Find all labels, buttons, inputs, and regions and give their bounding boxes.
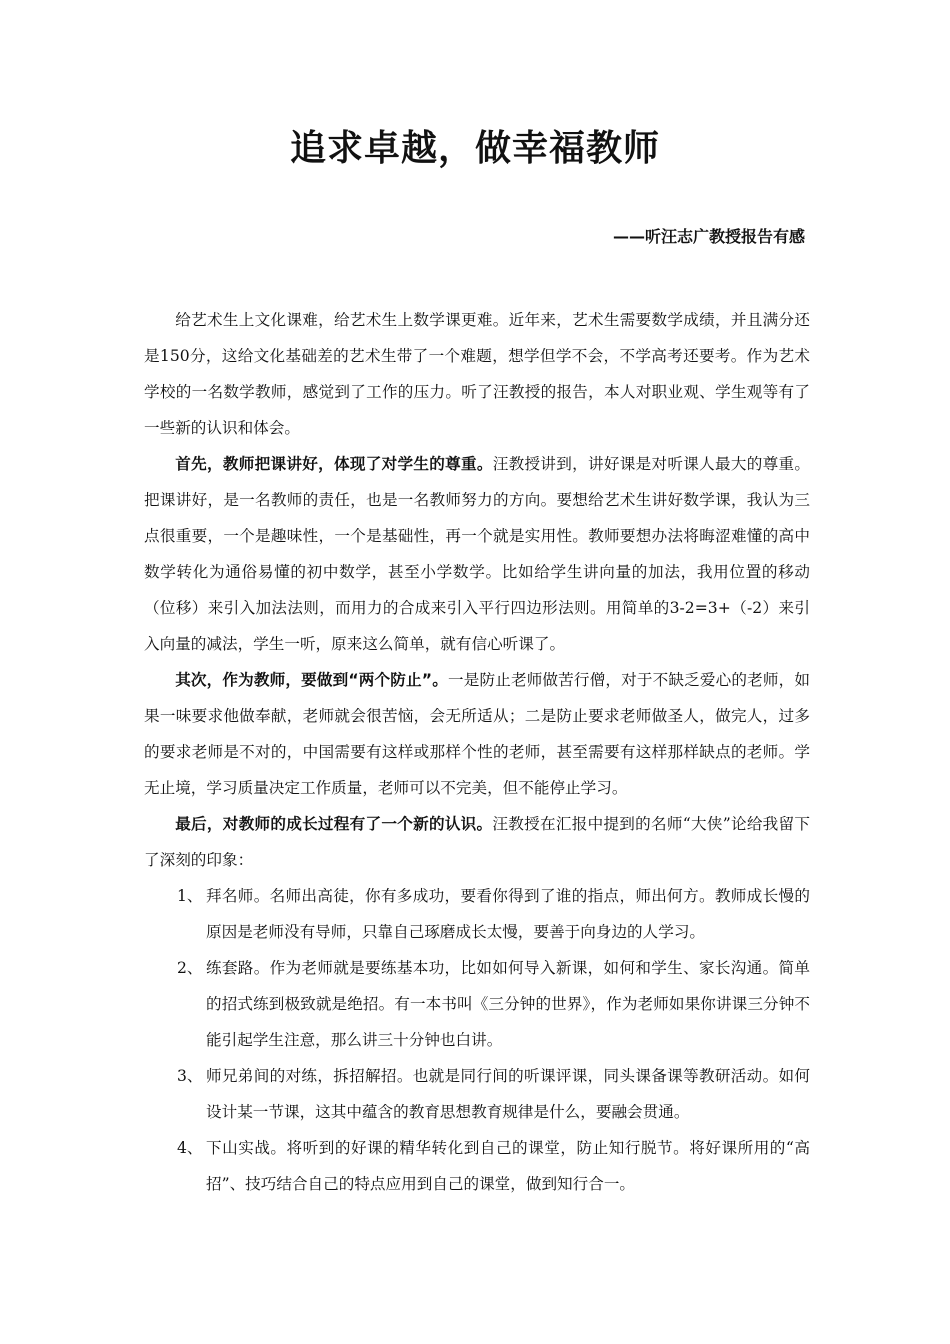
list-item bbox=[144, 878, 810, 950]
list-item-text: 师兄弟间的对练，拆招解招。也就是同行间的听课评课，同头课备课等教研活动。如何设计某一节课，这其中蕴含的教育思想教育规律是什么，要融会贯通。 bbox=[206, 1067, 810, 1121]
list-item bbox=[144, 1130, 810, 1202]
document-body bbox=[144, 302, 810, 1202]
page-subtitle: ——听汪志广教授报告有感 bbox=[612, 227, 805, 246]
page-title: 追求卓越，做幸福教师 bbox=[289, 128, 660, 169]
paragraph-first-text: 汪教授讲到，讲好课是对听课人最大的尊重。把课讲好，是一名教师的责任，也是一名教师努力的方向。要想给艺术生讲好数学课，我认为三点很重要，一个是趣味性，一个是基础性，再一个就是实用性。教师要想办法将晦涩难懂的高中数学转化为通俗易懂的初中数学，甚至小学数学。比如给学生讲向量的加法，我用位置的移动（位移）来引入加法法则，而用力的合成来引入平行四边形法则。用简单的3-2=3+（-2）来引入向量的减法，学生一听，原来这么简单，就有信心听课了。 bbox=[144, 455, 810, 653]
paragraph-third-text: 汪教授在汇报中提到的名师“大侠”论给我留下了深刻的印象： bbox=[144, 815, 810, 869]
paragraph-second-text: 一是防止老师做苦行僧，对于不缺乏爱心的老师，如果一味要求他做奉献，老师就会很苦恼，会无所适从；二是防止要求老师做圣人，做完人，过多的要求老师是不对的，中国需要有这样或那样个性的老师，甚至需要有这样那样缺点的老师。学无止境，学习质量决定工作质量，老师可以不完美，但不能停止学习。 bbox=[144, 671, 810, 797]
list-item bbox=[144, 950, 810, 1058]
list-item-text: 练套路。作为老师就是要练基本功，比如如何导入新课，如何和学生、家长沟通。简单的招式练到极致就是绝招。有一本书叫《三分钟的世界》，作为老师如果你讲课三分钟不能引起学生注意，那么讲三十分钟也白讲。 bbox=[206, 959, 810, 1049]
numbered-list bbox=[144, 878, 810, 1202]
list-item-number: 3、 bbox=[177, 1067, 203, 1085]
paragraph-second bbox=[144, 662, 810, 806]
paragraph-second-lead: 其次，作为教师，要做到“两个防止”。 bbox=[175, 671, 448, 689]
paragraph-third bbox=[144, 806, 810, 878]
list-item-number: 1、 bbox=[177, 887, 203, 905]
paragraph-first bbox=[144, 446, 810, 662]
list-item-number: 4、 bbox=[177, 1139, 203, 1157]
list-item bbox=[144, 1058, 810, 1130]
list-item-text: 下山实战。将听到的好课的精华转化到自己的课堂，防止知行脱节。将好课所用的“高招”、技巧结合自己的特点应用到自己的课堂，做到知行合一。 bbox=[206, 1139, 810, 1193]
intro-paragraph: 给艺术生上文化课难，给艺术生上数学课更难。近年来，艺术生需要数学成绩，并且满分还是150分，这给文化基础差的艺术生带了一个难题，想学但学不会，不学高考还要考。作为艺术学校的一名数学教师，感觉到了工作的压力。听了汪教授的报告，本人对职业观、学生观等有了一些新的认识和体会。 bbox=[144, 311, 810, 437]
list-item-text: 拜名师。名师出高徒，你有多成功，要看你得到了谁的指点，师出何方。教师成长慢的原因是老师没有导师，只靠自己琢磨成长太慢，要善于向身边的人学习。 bbox=[206, 887, 810, 941]
list-item-number: 2、 bbox=[177, 959, 203, 977]
paragraph-third-lead: 最后，对教师的成长过程有了一个新的认识。 bbox=[175, 815, 493, 833]
paragraph-first-lead: 首先，教师把课讲好，体现了对学生的尊重。 bbox=[175, 455, 493, 473]
